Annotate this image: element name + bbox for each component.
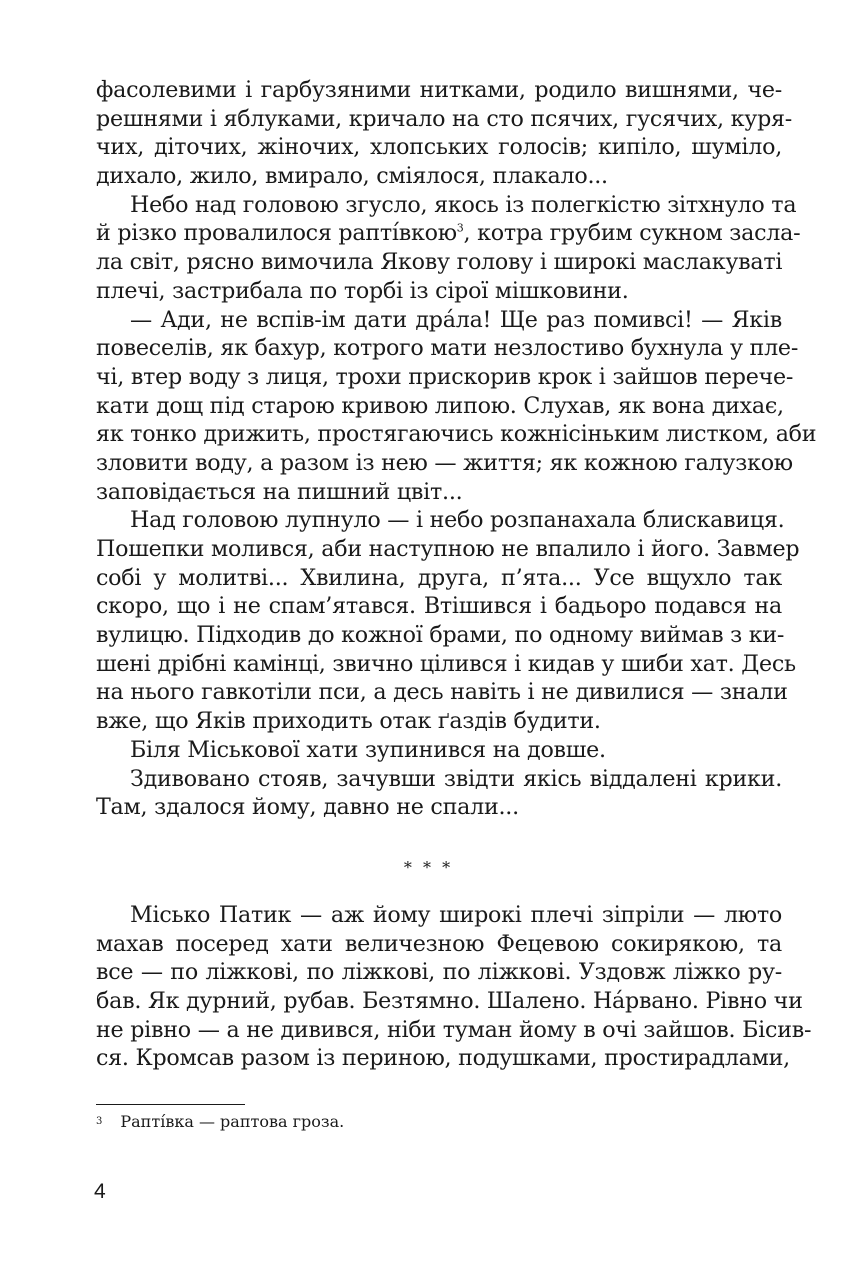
text-line: ся. Кромсав разом із периною, подушками, простирадлами, [96,1045,790,1072]
page-number: 4 [94,1180,106,1203]
text-line: скоро, що і не спам’ятався. Втішився і бадьоро подався на [96,593,782,620]
text-line: чі, втер воду з лиця, трохи прискорив крок і зайшов перече- [96,363,794,390]
footnote-number: 3 [96,1116,103,1127]
text-line: заповідається на пишний цвіт... [96,478,463,505]
text-line: решнями і яблуками, кричало на сто псячих, гусячих, куря- [96,105,793,132]
text-line: кати дощ під старою кривою липою. Слухав, як вона дихає, [96,392,784,419]
text-line: Місько Патик — аж йому широкі плечі зіпріли — люто [130,902,782,928]
text-line: Біля Міськової хати зупинився на довше. [130,736,606,763]
text-line: шені дрібні камінці, звично цілився і кидав у шиби хат. Десь [96,650,796,677]
text-line: плечі, застрибала по торбі із сірої мішковини. [96,277,629,304]
paragraph [96,76,793,191]
text-line: фасолевими і гарбузяними нитками, родило вишнями, че- [96,77,782,103]
text-line: собі у молитві... Хвилина, друга, п’ята... Усе вщухло так [96,564,782,591]
paragraph [96,506,800,736]
text-line: Здивовано стояв, зачувши звідти якісь віддалені крики. [130,765,782,792]
text-line: ла світ, рясно вимочила Якову голову і широкі маслакуваті [96,249,783,276]
text-line: Там, здалося йому, давно не спали... [96,794,519,821]
main-text-after-separator [96,901,812,1073]
text-line: повеселів, як бахур, котрого мати незлостиво бухнула у пле- [96,335,799,362]
text-line: — Ади, не вспів-ім дати дра́ла! Ще раз помивсі! — Яків [130,306,782,333]
paragraph [96,901,812,1073]
text-line: на нього гавкотіли пси, а десь навіть і не дивилися — знали [96,679,788,706]
text-line: Над головою лупнуло — і небо розпанахала блискавиця. [130,507,785,534]
footnote-reference[interactable]: 3 [456,222,464,236]
paragraph [96,306,817,507]
text-line: вулицю. Підходив до кожної брами, по одному виймав з ки- [96,622,785,649]
text-fragment: й різко провалилося рапті́вкою [96,220,457,247]
paragraph [96,736,782,765]
text-line: Пошепки молився, аби наступною не впалило і його. Завмер [96,536,800,562]
text-line: вже, що Яків приходить отак ґаздів будити. [96,708,601,735]
text-line: не рівно — а не дивився, ніби туман йому в очі зайшов. Бісив- [96,1016,812,1043]
paragraph [96,191,801,306]
footnote-divider [96,1104,245,1105]
text-line: як тонко дрижить, простягаючись кожнісіньким листком, аби [96,421,817,448]
section-separator: * * * [403,858,454,877]
text-line: зловити воду, а разом із нею — життя; як кожною галузкою [96,449,793,476]
text-line: бав. Як дурний, рубав. Безтямно. Шалено. На́рвано. Рівно чи [96,988,803,1015]
text-fragment: , котра грубим сукном засла- [463,220,801,247]
text-line: чих, діточих, жіночих, хлопських голосів; кипіло, шуміло, [96,134,782,161]
text-line: все — по ліжкові, по ліжкові, по ліжкові. Уздовж ліжко ру- [96,959,782,986]
text-line: Небо над головою згусло, якось із полегкістю зітхнуло та [130,191,797,218]
text-line: дихало, жило, вмирало, сміялося, плакало... [96,163,608,190]
footnote-text: Рапті́вка — раптова гроза. [120,1112,345,1131]
footnote [96,1111,344,1133]
text-line: махав посеред хати величезною Фецевою сокирякою, та [96,930,782,957]
main-text [96,76,817,822]
text-line [96,219,801,248]
paragraph [96,765,782,822]
